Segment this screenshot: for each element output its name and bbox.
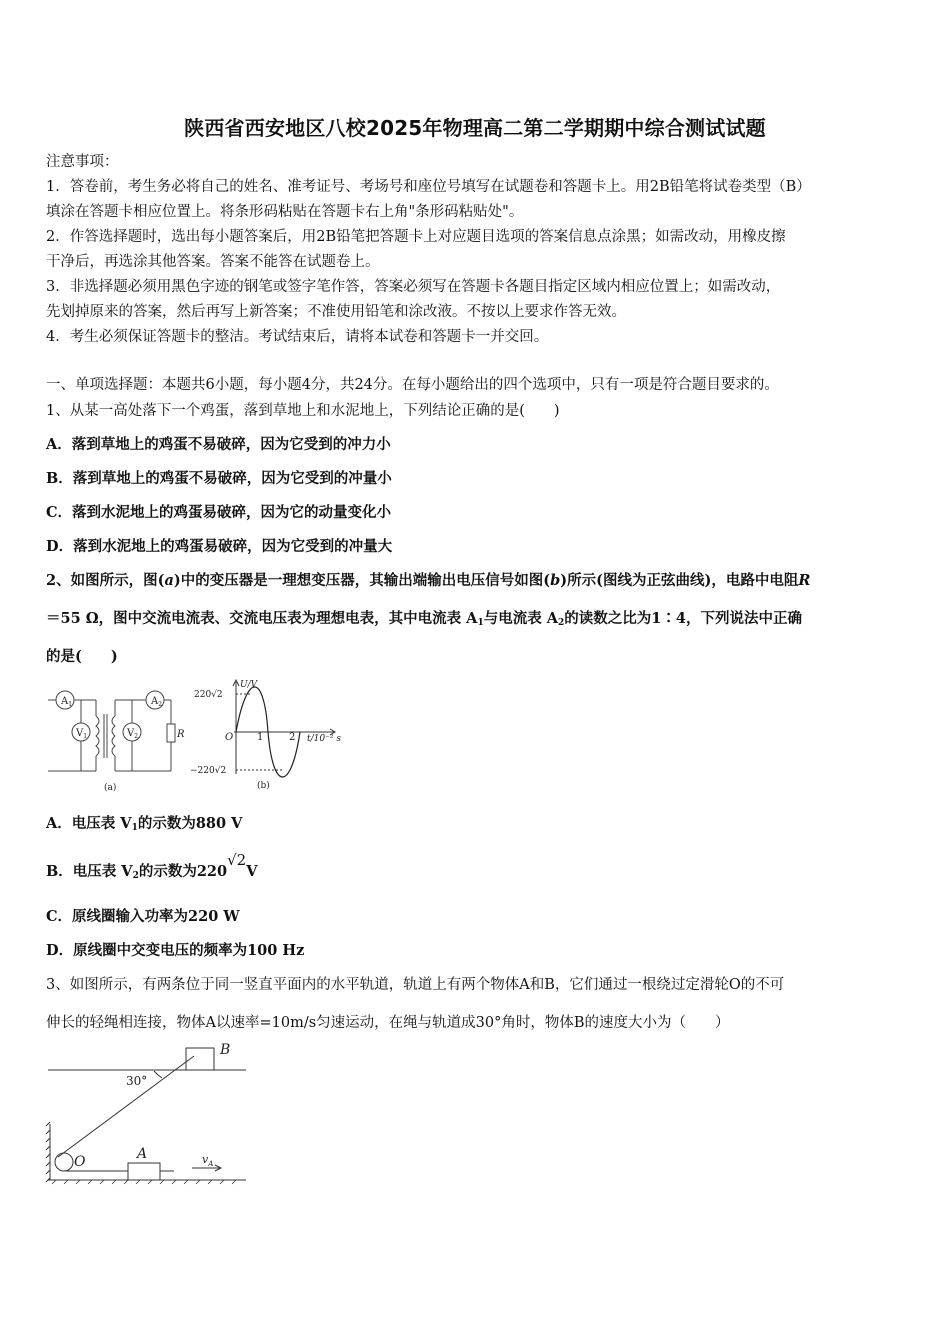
voltage-graph bbox=[233, 680, 335, 777]
q1-option-b: B．落到草地上的鸡蛋不易破碎，因为它受到的冲量小 bbox=[46, 470, 392, 487]
origin-label: O bbox=[225, 732, 234, 743]
q2-stem-line3: 的是( ) bbox=[46, 648, 118, 665]
q2-stem-line2: ＝55 Ω，图中交流电流表、交流电压表为理想电表，其中电流表 $A_1$与电流表 $A_2$的读数之比为1∶4，下列说法中正确 bbox=[46, 610, 802, 628]
transformer-figure bbox=[44, 676, 364, 796]
notice-line: 3．非选择题必须用黑色字迹的钢笔或签字笔作答，答案必须写在答题卡各题目指定区域内相应位置上；如需改动， bbox=[46, 279, 781, 295]
notice-line: 填涂在答题卡相应位置上。将条形码粘贴在答题卡右上角"条形码粘贴处"。 bbox=[46, 204, 524, 220]
q2-option-a: A．电压表 $V_1$的示数为880 V bbox=[46, 815, 243, 833]
q2-stem-line1: 2、如图所示，图(a)中的变压器是一理想变压器，其输出端输出电压信号如图(b)所示(图线为正弦曲线)，电路中电阻R bbox=[46, 572, 811, 589]
body-a-label: A bbox=[137, 1146, 148, 1162]
resistor-label: R bbox=[177, 729, 185, 740]
tick-1-label: 1 bbox=[257, 732, 264, 743]
x-axis-label: t/10⁻² s bbox=[307, 734, 341, 744]
notice-line: 先划掉原来的答案，然后再写上新答案；不准使用铅笔和涂改液。不按以上要求作答无效。 bbox=[46, 304, 626, 320]
caption-a: (a) bbox=[104, 783, 117, 793]
notice-line: 干净后，再选涂其他答案。答案不能答在试题卷上。 bbox=[46, 254, 380, 270]
notice-line: 4．考生必须保证答题卡的整洁。考试结束后，请将本试卷和答题卡一并交回。 bbox=[46, 329, 549, 345]
y-axis-label: U/V bbox=[240, 680, 258, 690]
body-b-label: B bbox=[220, 1042, 231, 1058]
angle-label: 30° bbox=[126, 1074, 148, 1088]
q2-option-c: C．原线圈输入功率为220 W bbox=[46, 908, 240, 925]
pulley-o-label: O bbox=[74, 1154, 86, 1170]
voltmeter-v2-label: $V_2$ bbox=[127, 728, 139, 740]
velocity-label: $v_A$ bbox=[202, 1153, 214, 1168]
pulley-figure bbox=[44, 1040, 254, 1190]
section-heading: 一、单项选择题：本题共6小题，每小题4分，共24分。在每小题给出的四个选项中，只有一项是符合题目要求的。 bbox=[46, 377, 779, 393]
caption-b: (b) bbox=[257, 781, 270, 791]
voltmeter-v1-label: $V_1$ bbox=[76, 728, 88, 740]
tick-2-label: 2 bbox=[289, 732, 296, 743]
sqrt-two: √2 bbox=[227, 851, 247, 869]
q3-stem-line2: 伸长的轻绳相连接，物体A以速率=10m/s匀速运动，在绳与轨道成30°角时，物体B的速度大小为（ ） bbox=[46, 1015, 730, 1031]
notice-line: 2．作答选择题时，选出每小题答案后，用2B铅笔把答题卡上对应题目选项的答案信息点涂黑；如需改动，用橡皮擦 bbox=[46, 229, 786, 245]
ammeter-a1-label: $A_1$ bbox=[61, 696, 73, 708]
y-max-label: 220√2 bbox=[194, 690, 223, 700]
q1-option-c: C．落到水泥地上的鸡蛋易破碎，因为它的动量变化小 bbox=[46, 504, 392, 521]
q1-option-a: A．落到草地上的鸡蛋不易破碎，因为它受到的冲力小 bbox=[46, 436, 391, 453]
q1-stem: 1、从某一高处落下一个鸡蛋，落到草地上和水泥地上，下列结论正确的是( ) bbox=[46, 403, 560, 419]
q2-option-d: D．原线圈中交变电压的频率为100 Hz bbox=[46, 942, 305, 959]
ammeter-a2-label: $A_2$ bbox=[151, 696, 163, 708]
page-title: 陕西省西安地区八校2025年物理高二第二学期期中综合测试试题 bbox=[184, 116, 766, 140]
q3-stem-line1: 3、如图所示，有两条位于同一竖直平面内的水平轨道，轨道上有两个物体A和B，它们通过一根绕过定滑轮O的不可 bbox=[46, 977, 785, 993]
q2-option-b: B．电压表 $V_2$的示数为220√2V bbox=[46, 851, 258, 881]
notice-heading: 注意事项： bbox=[46, 154, 119, 170]
q1-option-d: D．落到水泥地上的鸡蛋易破碎，因为它受到的冲量大 bbox=[46, 538, 393, 555]
y-min-label: −220√2 bbox=[190, 766, 227, 776]
notice-line: 1．答卷前，考生务必将自己的姓名、准考证号、考场号和座位号填写在试题卷和答题卡上。用2B铅笔将试卷类型（B） bbox=[46, 179, 811, 195]
